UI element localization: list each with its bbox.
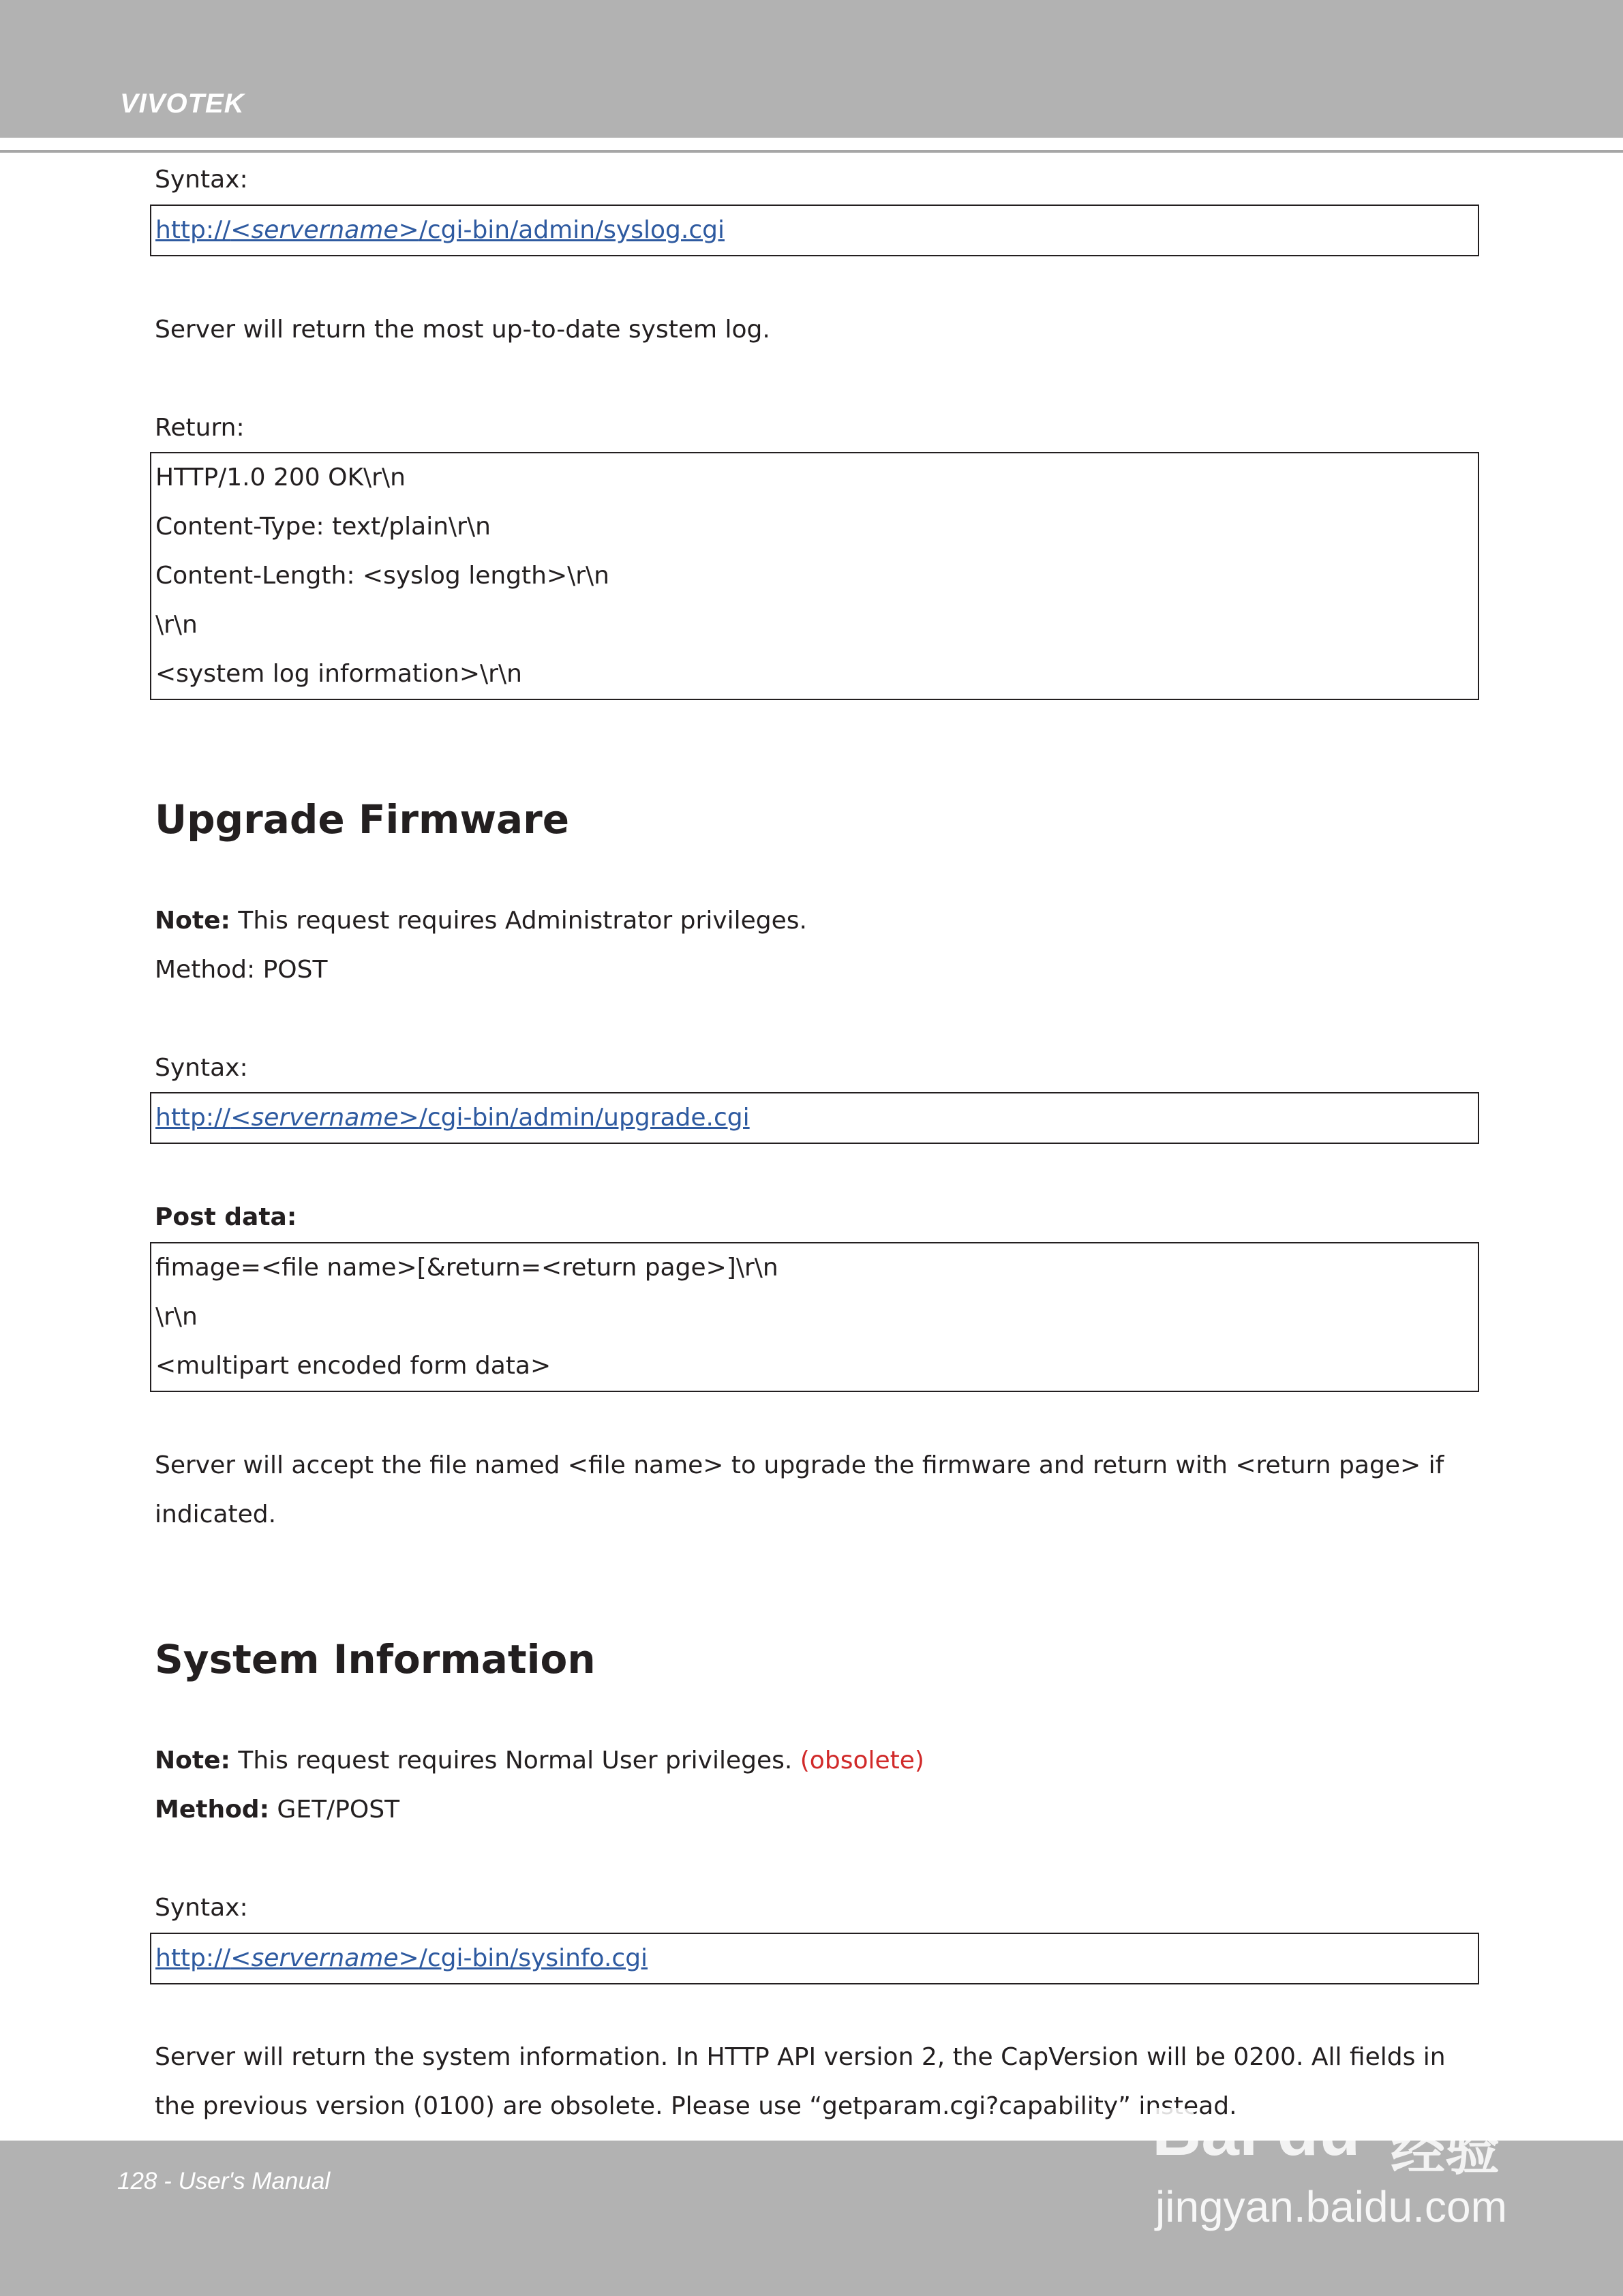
sysinfo-method: Method: GET/POST: [155, 1796, 400, 1824]
upgrade-url-link[interactable]: http://<servername>/cgi-bin/admin/upgrade.cgi: [155, 1104, 750, 1132]
code-line: \r\n: [155, 1303, 198, 1331]
sysinfo-url-link[interactable]: http://<servername>/cgi-bin/sysinfo.cgi: [155, 1944, 648, 1972]
code-line: Content-Length: <syslog length>\r\n: [155, 562, 609, 590]
sysinfo-description: Server will return the system information. In HTTP API version 2, the CapVersion will be 0200. All fields in the previous version (0100) are obsolete. Please use “getparam.cgi?capability” instead.: [155, 2043, 1446, 2120]
upgrade-heading: Upgrade Firmware: [155, 796, 570, 843]
code-line: \r\n: [155, 611, 198, 639]
code-line: fimage=<file name>[&return=<return page>]\r\n: [155, 1254, 778, 1282]
upgrade-method: Method: POST: [155, 956, 328, 984]
baidu-watermark-cn: 经验: [1391, 2120, 1500, 2181]
baidu-watermark-logo: Bai du: [1152, 2094, 1361, 2170]
upgrade-syntax-label: Syntax:: [155, 1054, 248, 1082]
header-divider: [0, 150, 1623, 153]
syslog-description: Server will return the most up-to-date system log.: [155, 316, 770, 344]
page-header: [0, 0, 1623, 138]
syslog-return-label: Return:: [155, 414, 245, 442]
syslog-url-link[interactable]: http://<servername>/cgi-bin/admin/syslog.cgi: [155, 216, 725, 244]
upgrade-syntax-box: [150, 1092, 1479, 1144]
code-line: <multipart encoded form data>: [155, 1352, 551, 1380]
sysinfo-syntax-box: [150, 1933, 1479, 1984]
sysinfo-syntax-label: Syntax:: [155, 1894, 248, 1922]
syslog-syntax-box: [150, 205, 1479, 256]
upgrade-url[interactable]: [155, 1093, 750, 1143]
syslog-syntax-label: Syntax:: [155, 166, 248, 194]
syslog-url[interactable]: [155, 206, 725, 255]
code-line: <system log information>\r\n: [155, 660, 522, 688]
upgrade-note: Note: This request requires Administrator privileges.: [155, 907, 807, 935]
syslog-return-box: [150, 452, 1479, 700]
obsolete-tag: (obsolete): [800, 1747, 924, 1774]
brand-logo: VIVOTEK: [120, 89, 245, 119]
code-line: Content-Type: text/plain\r\n: [155, 513, 491, 541]
page-number: 128 - User's Manual: [117, 2168, 331, 2194]
sysinfo-url[interactable]: [155, 1934, 648, 1983]
baidu-watermark-url: jingyan.baidu.com: [1155, 2182, 1507, 2231]
upgrade-description: Server will accept the file named <file name> to upgrade the firmware and return with <return page> if indicated.: [155, 1451, 1444, 1528]
sysinfo-note: Note: This request requires Normal User privileges. (obsolete): [155, 1747, 924, 1774]
upgrade-post-box: [150, 1242, 1479, 1392]
upgrade-post-label: Post data:: [155, 1203, 297, 1231]
sysinfo-heading: System Information: [155, 1636, 596, 1682]
code-line: HTTP/1.0 200 OK\r\n: [155, 464, 406, 492]
